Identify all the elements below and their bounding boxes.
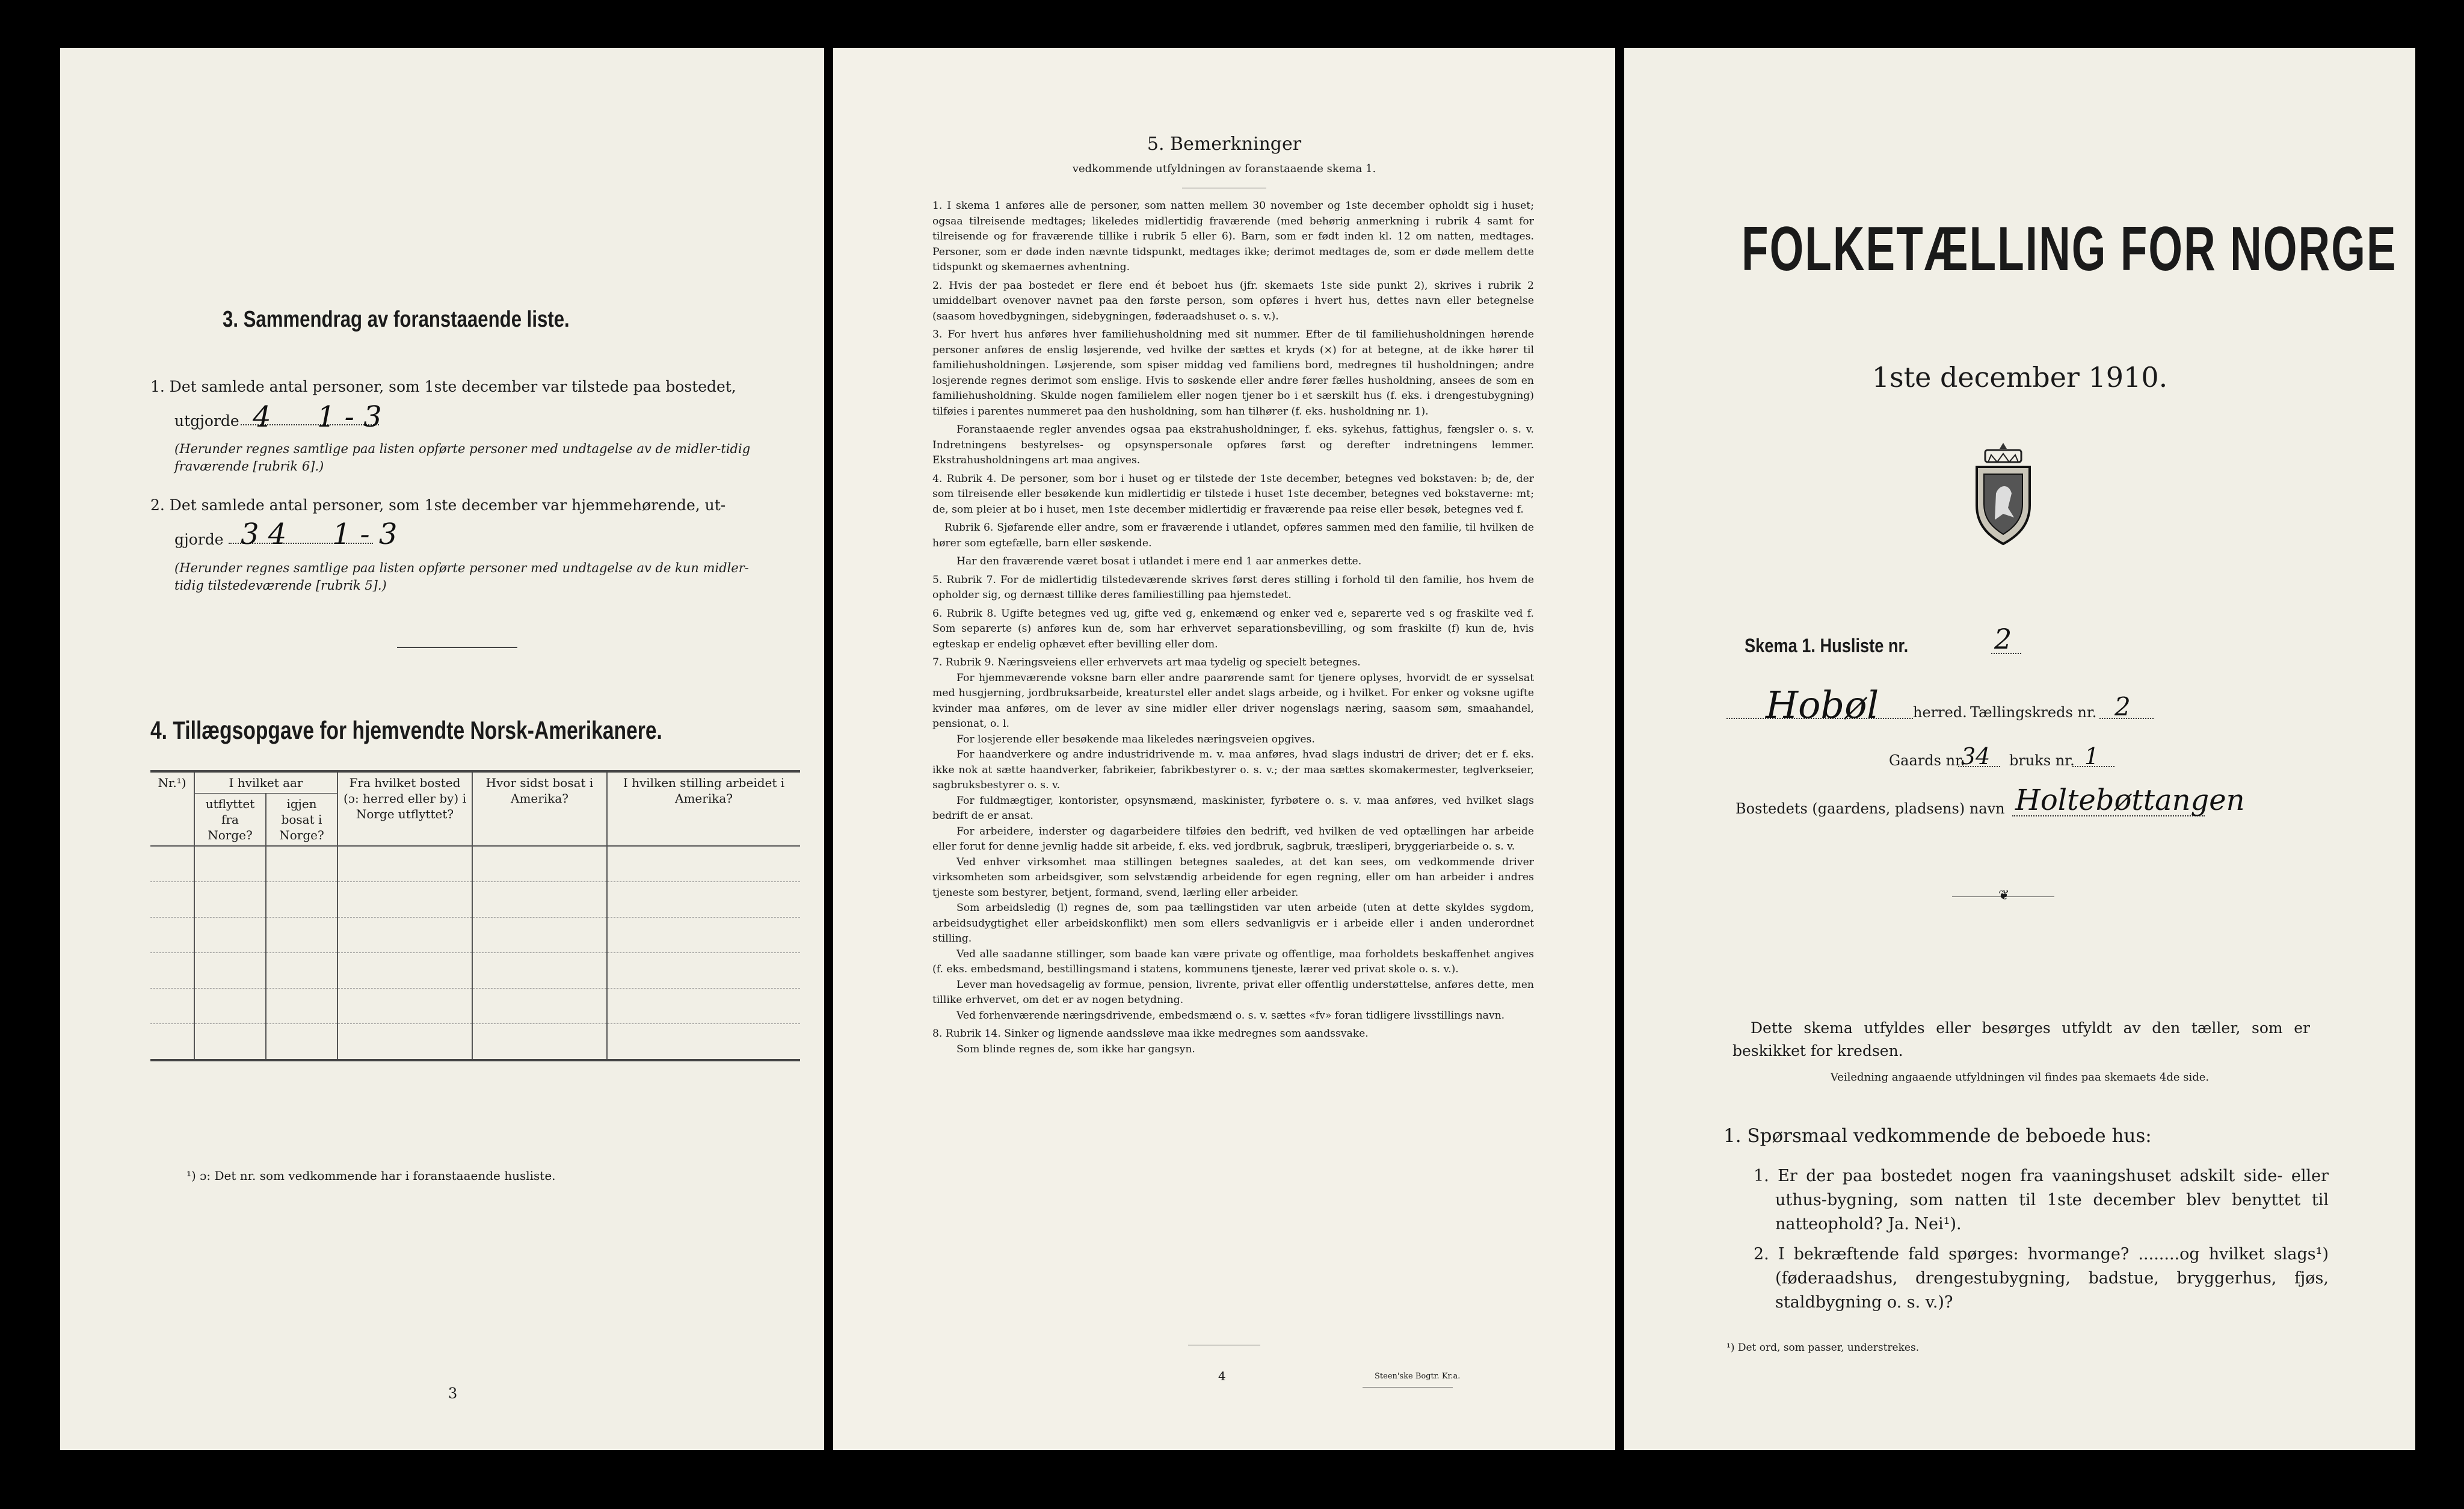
page-left	[60, 48, 824, 1450]
bemerkninger-text	[932, 199, 1534, 1060]
question-1: 1. Er der paa bostedet nogen fra vaaningshuset adskilt side- eller uthus-bygning, som natten til 1ste december blev benyttet til natteophold? Ja. Nei¹).	[1754, 1167, 2329, 1233]
page-number-4: 4	[1218, 1369, 1226, 1383]
note-7h: Som arbeidsledig (l) regnes de, som paa tællingstiden var uten arbeide (uten at dette skyldes sygdom, arbeidsudygtighet eller arbeidskonflikt) men som ellers sedvanligvis er i arbeide eller i anden underordnet stilling.	[932, 902, 1534, 945]
section3-title: 3. Sammendrag av foranstaaende liste.	[223, 307, 570, 332]
bruks-value: 1	[2084, 743, 2099, 770]
census-date: 1ste december 1910.	[1871, 361, 2168, 393]
note-1: 1. I skema 1 anføres alle de personer, som natten mellem 30 november og 1ste december opholdt sig i huset; ogsaa tilreisende medtages; likeledes midlertidig fraværende (med behørig anmerkning i rubrik 4 samt for tilreisende og for fraværende tillike i rubrik 5 eller 6). Barn, som er født inden kl. 12 om natten, medtages. Personer, som er døde inden nævnte tidspunkt, medtages ikke; derimot medtages de, som er døde mellem dette tidspunkt og skemaernes avhentning.	[932, 200, 1534, 273]
question-2: 2. I bekræftende fald spørges: hvormange? ........og hvilket slags¹) (føderaadshus, drengestubygning, badstue, bryggerhus, fjøs, staldbygning o. s. v.)?	[1754, 1245, 2329, 1312]
note-7g: Ved enhver virksomhet maa stillingen betegnes saaledes, at det kan sees, om vedkommende driver virksomheten som arbeidsgiver, som selvstændig arbeidende for egen regning, eller om han arbeider i andres tjeneste som bestyrer, betjent, formand, svend, lærling eller arbeider.	[932, 856, 1534, 899]
table-footnote: ¹) ɔ: Det nr. som vedkommende har i foranstaaende husliste.	[186, 1168, 556, 1183]
note-3: 3. For hvert hus anføres hver familiehusholdning med sit nummer. Efter de til familiehusholdningen hørende personer anføres de enslig løsjerende, ved hvilke der sættes et kryds (×) for at betegne, at de ikke hører til familiehusholdningen. Løsjerende, som spiser middag ved familiens bord, medregnes til husholdningen; andre losjerende regnes derimot som enslige. Hvis to søskende eller andre fører fælles husholdning, ansees de som en familiehusholdning. Skulde nogen familielem eller nogen tjener bo i et særskilt hus (f. eks. i drengestubygning) tilføies i parentes nummeret paa den husholdning, som han tilhører (f. eks. husholdning nr. 1).	[932, 329, 1534, 418]
col-stilling: I hvilken stilling arbeidet i Amerika?	[607, 773, 800, 846]
note-4c: Har den fraværende været bosat i utlandet i mere end 1 aar anmerkes dette.	[956, 555, 1362, 567]
herred-label: herred.	[1913, 704, 1967, 721]
page-number-3: 3	[448, 1385, 458, 1402]
gaards-value: 34	[1961, 743, 1991, 770]
table-row	[150, 989, 800, 1024]
main-title: FOLKETÆLLING FOR NORGE	[1742, 214, 2397, 284]
item2-handwritten-value: 3 4 1 - 3	[241, 517, 398, 551]
bosted-label: Bostedets (gaardens, pladsens) navn	[1736, 800, 2005, 817]
ornament-icon: ❦	[1998, 888, 2010, 903]
item2-note-1: (Herunder regnes samtlige paa listen opførte personer med undtagelse av de kun midler-	[174, 561, 749, 575]
note-7b: For hjemmeværende voksne barn eller andre paarørende samt for tjenere oplyses, hvorvidt de er sysselsat med husgjerning, jordbruksarbeide, kreaturstel eller andet slags arbeide, og i hvilket. For enker og voksne ugifte kvinder maa anføres, om de lever av sine midler eller driver nogenslags næring, saasom søm, smaahandel, pensionat, o. l.	[932, 671, 1534, 730]
note-5: 5. Rubrik 7. For de midlertidig tilstedeværende skrives først deres stilling i forhold til den familie, hos hvem de opholder sig, og dernæst tillike deres familiestilling paa hjemstedet.	[932, 573, 1534, 601]
printer-mark: Steen'ske Bogtr. Kr.a.	[1375, 1372, 1461, 1381]
item1-text: 1. Det samlede antal personer, som 1ste december var tilstede paa bostedet,	[150, 378, 736, 395]
section4-title: 4. Tillægsopgave for hjemvendte Norsk-Amerikanere.	[150, 716, 662, 744]
item2-utgjorde-label: gjorde	[174, 531, 224, 548]
skema-label: Skema 1. Husliste nr.	[1745, 635, 1909, 656]
table-row	[150, 953, 800, 989]
note-8b: Som blinde regnes de, som ikke har gangsyn.	[956, 1043, 1195, 1055]
note-4: 4. Rubrik 4. De personer, som bor i huset og er tilstede der 1ste december, betegnes ved bokstaven: b; de, der som tilreisende eller besøkende kun midlertidig er tilstede i huset 1ste december, betegnes ved bokstaverne: mt; de, som pleier at bo i huset, men 1ste december midlertidig er fraværende paa reise eller besøk, betegnes ved f.	[932, 472, 1534, 516]
col-nr: Nr.¹)	[158, 776, 186, 790]
section5-title: 5. Bemerkninger	[1147, 134, 1302, 155]
col-hvor-sidst: Hvor sidst bosat i Amerika?	[472, 773, 607, 846]
husliste-value: 2	[1994, 623, 2012, 655]
table-row	[150, 882, 800, 918]
note-8: 8. Rubrik 14. Sinker og lignende aandssløve maa ikke medregnes som aandssvake.	[932, 1028, 1369, 1040]
questions-title: 1. Spørsmaal vedkommende de beboede hus:	[1723, 1125, 2152, 1147]
table-row	[150, 918, 800, 953]
table-row	[150, 1024, 800, 1061]
note-7f: For arbeidere, inderster og dagarbeidere tilføies den bedrift, ved hvilken de ved optællingen har arbeide eller forut for denne jevnlig hadde sit arbeide, f. eks. ved jordbruk, sagbruk, træsliperi, bryggeriarbeide o. s. v.	[932, 825, 1534, 853]
col-igjen: igjen bosat i Norge?	[266, 794, 337, 847]
page-middle	[833, 48, 1615, 1450]
note-7d: For haandverkere og andre industridrivende m. v. maa anføres, hvad slags industri de driver; det er f. eks. ikke nok at sætte haandverker, fabrikeier, fabrikbestyrer o. s. v.; der maa sættes skomakermester, teglverkseier, sagbruksbestyrer o. s. v.	[932, 748, 1534, 791]
item1-note-2: fraværende [rubrik 6].)	[174, 459, 324, 474]
note-7i: Ved alle saadanne stillinger, som baade kan være private og offentlige, maa forholdets beskaffenhet angives (f. eks. embedsmand, bestillingsmand i statens, kommunens tjeneste, lærer ved privat skole o. s. v.).	[932, 948, 1534, 975]
section5-subtitle: vedkommende utfyldningen av foranstaaende skema 1.	[1072, 162, 1376, 175]
coat-of-arms-icon	[1967, 439, 2039, 548]
gaards-label: Gaards nr.	[1889, 752, 1965, 769]
col-year-group: I hvilket aar	[194, 773, 337, 794]
note-4b: Rubrik 6. Sjøfarende eller andre, som er fraværende i utlandet, opføres sammen med den familie, til hvilken de hører som egtefælle, barn eller søskende.	[932, 522, 1534, 549]
item1-utgjorde-label: utgjorde	[174, 412, 239, 430]
bruks-label: bruks nr.	[2009, 752, 2075, 769]
note-7e: For fuldmægtiger, kontorister, opsynsmænd, maskinister, fyrbøtere o. s. v. maa anføres, ved hvilket slags bedrift de er ansat.	[932, 794, 1534, 822]
norsk-amerikanere-table	[150, 773, 800, 1061]
kreds-value: 2	[2114, 692, 2131, 721]
bosted-value: Holtebøttangen	[2015, 783, 2245, 817]
table-row	[150, 846, 800, 882]
intro-text: Dette skema utfyldes eller besørges utfyldt av den tæller, som er beskikket for kredsen.	[1732, 1019, 2310, 1060]
note-6: 6. Rubrik 8. Ugifte betegnes ved ug, gifte ved g, enkemænd og enker ved e, separerte ved s og fraskilte ved f. Som separerte (s) anføres kun de, som har erhvervet separationsbevilling, og som fraskilte (f) kun de, hvis egteskap er endelig ophævet efter bevilling eller dom.	[932, 607, 1534, 650]
item2-text: 2. Det samlede antal personer, som 1ste december var hjemmehørende, ut-	[150, 496, 726, 514]
item1-note-1: (Herunder regnes samtlige paa listen opførte personer med undtagelse av de midler-tidig	[174, 442, 751, 456]
note-7c: For losjerende eller besøkende maa likeledes næringsveien opgives.	[956, 733, 1315, 745]
note-7k: Ved forhenværende næringsdrivende, embedsmænd o. s. v. sættes «fv» foran tidligere livsstillings navn.	[956, 1009, 1505, 1022]
note-3b: Foranstaaende regler anvendes ogsaa paa ekstrahusholdninger, f. eks. sykehus, fattighus, fængsler o. s. v. Indretningens bestyrelses- og opsynspersonale opføres først og derefter indretningens lemmer. Ekstrahusholdningens art maa angives.	[932, 424, 1534, 466]
page-right	[1624, 48, 2415, 1450]
note-7j: Lever man hovedsagelig av formue, pension, livrente, privat eller offentlig understøttelse, anføres dette, men tillike erhvervet, om det er av nogen betydning.	[932, 978, 1534, 1006]
note-2: 2. Hvis der paa bostedet er flere end ét beboet hus (jfr. skemaets 1ste side punkt 2), skrives i rubrik 2 umiddelbart ovenover navnet paa den første person, som opføres i hvert hus, dettes navn eller betegnelse (saasom hovedbygningen, sidebygningen, føderaadshuset o. s. v.).	[932, 279, 1534, 322]
right-footnote: ¹) Det ord, som passer, understrekes.	[1726, 1342, 1920, 1354]
col-fra-hvilket: Fra hvilket bosted (ɔ: herred eller by) i Norge utflyttet?	[337, 773, 472, 846]
herred-value: Hobøl	[1766, 683, 1879, 727]
item2-note-2: tidig tilstedeværende [rubrik 5].)	[174, 578, 387, 593]
divider	[397, 647, 517, 648]
kreds-label: Tællingskreds nr.	[1970, 704, 2097, 721]
item1-handwritten-value: 4 1 - 3	[253, 400, 382, 434]
intro-guidance: Veiledning angaaende utfyldningen vil findes paa skemaets 4de side.	[1830, 1071, 2210, 1084]
note-7: 7. Rubrik 9. Næringsveiens eller erhvervets art maa tydelig og specielt betegnes.	[932, 656, 1361, 668]
col-utflyttet: utflyttet fra Norge?	[194, 794, 266, 847]
